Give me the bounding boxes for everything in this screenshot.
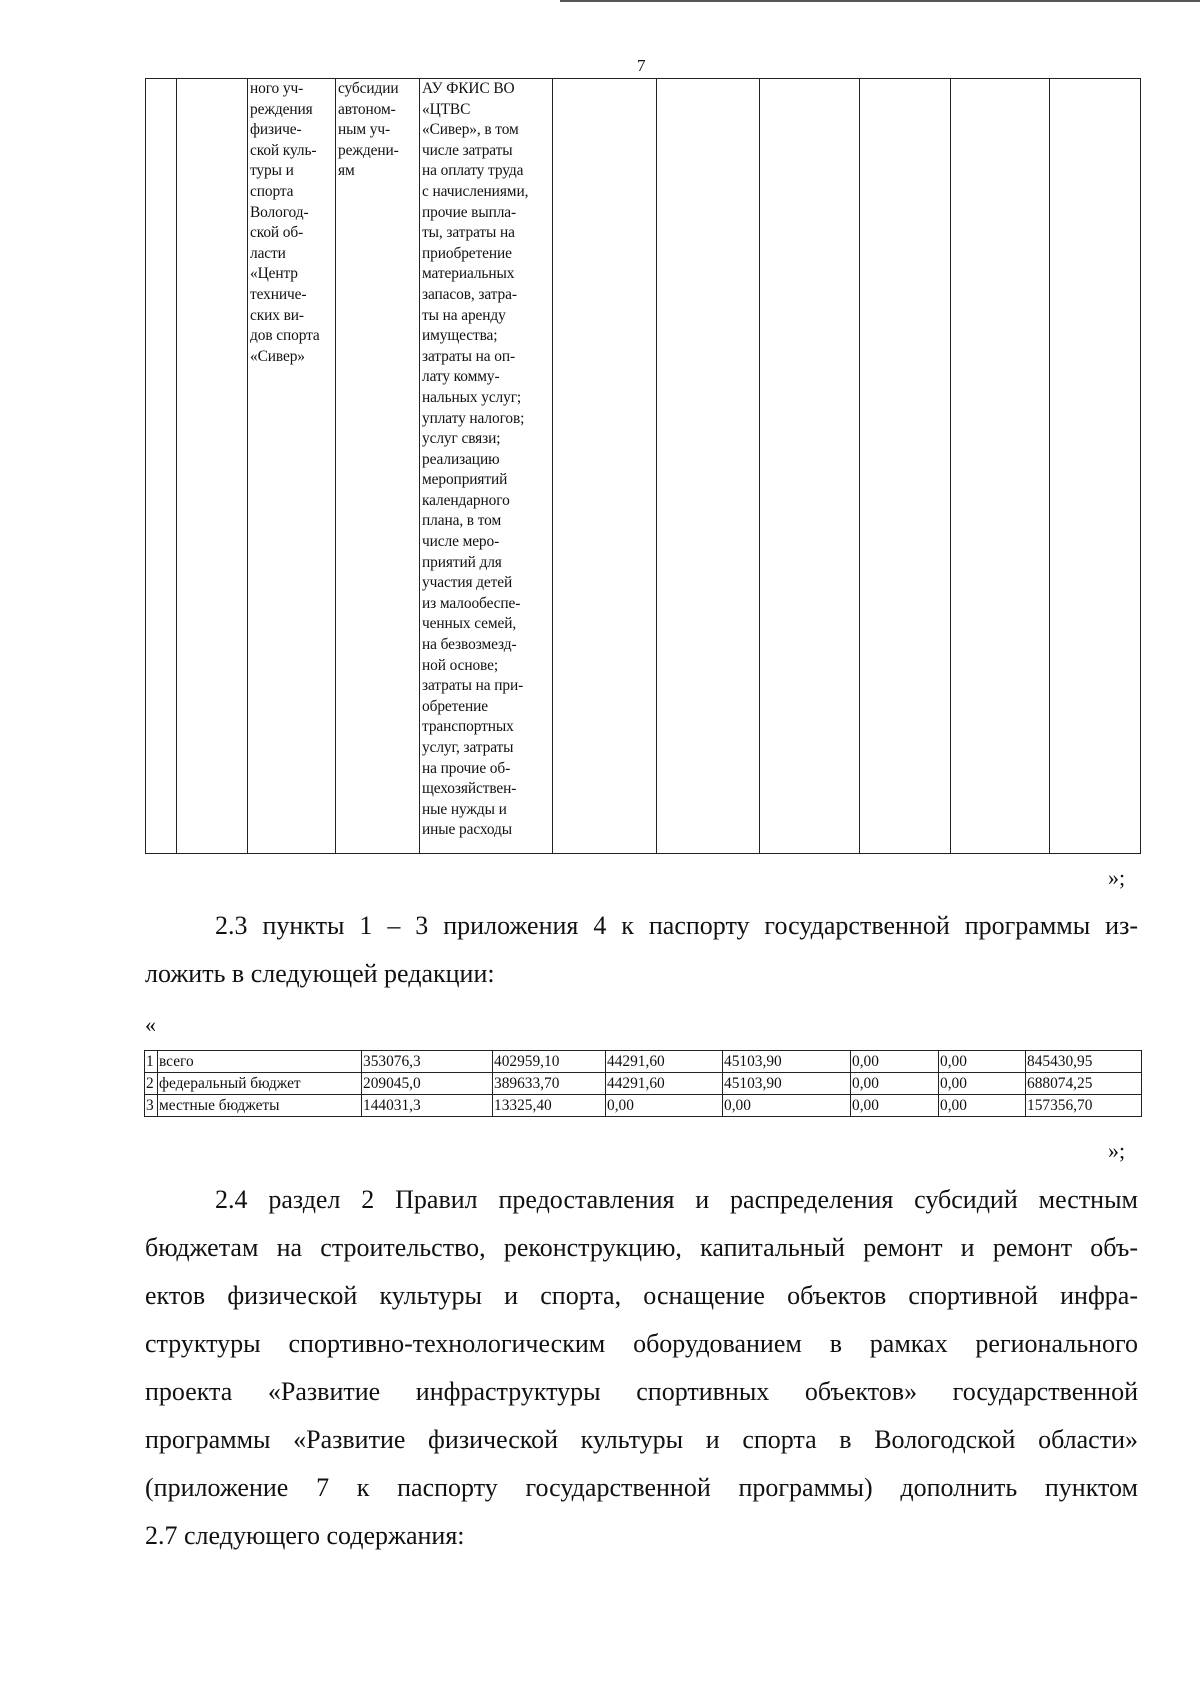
budget-cell-name: местные бюджеты: [158, 1095, 362, 1117]
top-border-line: [560, 0, 1200, 2]
table-cell: [177, 79, 248, 854]
budget-cell-n: 3: [145, 1095, 158, 1117]
budget-cell-total: 688074,25: [1026, 1073, 1142, 1095]
budget-cell-v2: 402959,10: [493, 1051, 606, 1073]
budget-cell-name: всего: [158, 1051, 362, 1073]
expenses-description-text: АУ ФКИС ВО «ЦТВС «Сивер», в том числе затраты на оплату труда с начислениями, прочие выпла- ты, затраты на приобретение материальных запасов, затра- ты на аренду имущества; затраты на оп- лату комму- нальных услуг; уплату налогов; услуг связи; реализацию мероприятий календарного плана, в том числе меро- приятий для участия детей из малообеспе- ченных семей, на безвозмезд- ной основе; затраты на при- обретение транспортных услуг, затраты на прочие об- щехозяйствен- ные нужды и иные расходы: [422, 80, 529, 839]
page-number: 7: [637, 56, 646, 75]
paragraph-line: 2.3 пункты 1 – 3 приложения 4 к паспорту государственной программы из-: [215, 911, 1138, 940]
budget-cell-v1: 209045,0: [362, 1073, 493, 1095]
table-cell: [760, 79, 860, 854]
budget-cell-v6: 0,00: [939, 1051, 1026, 1073]
budget-cell-v3: 44291,60: [606, 1073, 723, 1095]
table-cell: [1050, 79, 1141, 854]
table-cell: [951, 79, 1050, 854]
opening-quote-mark: «: [145, 1012, 156, 1037]
budget-cell-v1: 144031,3: [362, 1095, 493, 1117]
budget-cell-v6: 0,00: [939, 1073, 1026, 1095]
budget-cell-v3: 0,00: [606, 1095, 723, 1117]
closing-quote-mark: »;: [1108, 1138, 1126, 1163]
budget-cell-total: 157356,70: [1026, 1095, 1142, 1117]
paragraph-2-4: [145, 1176, 1138, 1560]
table-cell: [657, 79, 760, 854]
paragraph-line: (приложение 7 к паспорту государственной программы) дополнить пунктом: [145, 1473, 1138, 1502]
budget-cell-v3: 44291,60: [606, 1051, 723, 1073]
budget-cell-v4: 45103,90: [723, 1073, 851, 1095]
table-row: [145, 1073, 1142, 1095]
expenses-description-cell: [420, 79, 553, 854]
budget-cell-v5: 0,00: [851, 1073, 939, 1095]
budget-cell-v4: 0,00: [723, 1095, 851, 1117]
institution-name-cell: [248, 79, 336, 854]
program-table-continuation: [145, 78, 1141, 854]
budget-cell-v2: 13325,40: [493, 1095, 606, 1117]
paragraph-line: 2.7 следующего содержания:: [145, 1521, 465, 1550]
budget-cell-v5: 0,00: [851, 1051, 939, 1073]
paragraph-line: ложить в следующей редакции:: [145, 959, 495, 988]
budget-cell-v2: 389633,70: [493, 1073, 606, 1095]
closing-quote-mark: »;: [1108, 865, 1126, 890]
paragraph-line: бюджетам на строительство, реконструкцию, капитальный ремонт и ремонт объ-: [145, 1233, 1138, 1262]
paragraph-line: 2.4 раздел 2 Правил предоставления и распределения субсидий местным: [215, 1185, 1138, 1214]
table-row: [145, 1095, 1142, 1117]
budget-cell-v6: 0,00: [939, 1095, 1026, 1117]
budget-table: [144, 1050, 1142, 1117]
paragraph-line: структуры спортивно-технологическим оборудованием в рамках регионального: [145, 1329, 1138, 1358]
funding-type-cell: [336, 79, 420, 854]
paragraph-line: ектов физической культуры и спорта, оснащение объектов спортивной инфра-: [145, 1281, 1138, 1310]
table-cell: [146, 79, 177, 854]
paragraph-line: проекта «Развитие инфраструктуры спортивных объектов» государственной: [145, 1377, 1138, 1406]
paragraph-2-3: [145, 902, 1138, 998]
table-cell: [860, 79, 951, 854]
budget-cell-v5: 0,00: [851, 1095, 939, 1117]
budget-cell-n: 1: [145, 1051, 158, 1073]
budget-cell-n: 2: [145, 1073, 158, 1095]
budget-cell-total: 845430,95: [1026, 1051, 1142, 1073]
paragraph-line: программы «Развитие физической культуры и спорта в Вологодской области»: [145, 1425, 1138, 1454]
budget-cell-v4: 45103,90: [723, 1051, 851, 1073]
budget-cell-v1: 353076,3: [362, 1051, 493, 1073]
table-cell: [553, 79, 657, 854]
budget-cell-name: федеральный бюджет: [158, 1073, 362, 1095]
institution-name-text: ного уч- реждения физиче- ской куль- туры и спорта Вологод- ской об- ласти «Центр техниче- ских ви- дов спорта «Сивер»: [250, 80, 320, 365]
funding-type-text: субсидии автоном- ным уч- реждени- ям: [338, 80, 399, 180]
table-row: [145, 1051, 1142, 1073]
